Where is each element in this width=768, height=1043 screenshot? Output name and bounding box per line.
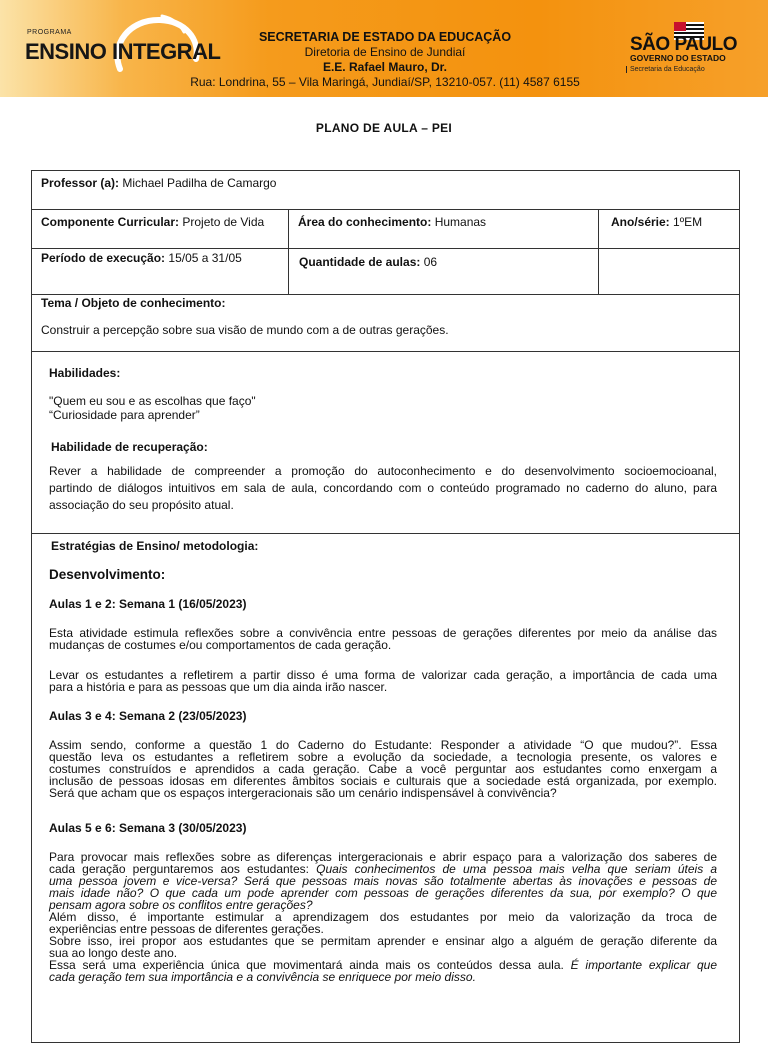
componente-cell bbox=[31, 209, 289, 249]
estrategias-label: Estratégias de Ensino/ metodologia: bbox=[51, 539, 259, 553]
aula3-paragraph: Assim sendo, conforme a questão 1 do Caderno do Estudante: Responder a atividade “O que mudou?”. Essa questão leva os estudantes a refletirem sobre a evolução da sociedade, a tecnologia presente, os valores e costumes construídos e aprendidos a cada geração. Cabe a você perguntar aos estudantes como enxergam a inclusão de pessoas idosas em diferentes âmbitos sociais e culturais que a sociedade está organizada, por exemplo. Será que acham que os espaços intergeracionais são um cenário indispensável à convivência? bbox=[49, 738, 717, 800]
estrategias-section bbox=[31, 533, 740, 1043]
professor-value: Michael Padilha de Camargo bbox=[122, 176, 277, 190]
directorate: Diretoria de Ensino de Jundiaí bbox=[304, 45, 466, 59]
gov-dept: Secretaria da Educação bbox=[626, 66, 705, 73]
aula1-paragraph-2: Levar os estudantes a refletirem a partir disso é uma forma de valorizar cada geração, a importância de cada uma para a história e para as pessoas que um dia ainda irão nascer. bbox=[49, 668, 717, 694]
header-text bbox=[160, 30, 610, 90]
header-banner bbox=[0, 0, 768, 97]
program-name: ENSINO INTEGRAL bbox=[25, 39, 221, 64]
habilidades-label: Habilidades: bbox=[49, 366, 121, 380]
tema-row bbox=[31, 294, 740, 352]
area-label: Área do conhecimento: bbox=[298, 215, 432, 229]
componente-label: Componente Curricular: bbox=[41, 215, 180, 229]
recuperacao-text: Rever a habilidade de compreender a promoção do autoconhecimento e do desenvolvimento socioemocioanal, partindo de diálogos intuitivos em sala de aula, concordando com o conteúdo programado no caderno do aluno, para associação do seu propósito atual. bbox=[49, 464, 717, 512]
periodo-value: 15/05 a 31/05 bbox=[168, 251, 242, 265]
quantidade-value: 06 bbox=[423, 255, 438, 269]
professor-row bbox=[31, 170, 740, 210]
sao-paulo-gov-logo bbox=[620, 24, 760, 84]
gov-sub: GOVERNO DO ESTADO bbox=[630, 53, 726, 63]
desenvolvimento-heading: Desenvolvimento: bbox=[49, 567, 166, 582]
ano-label: Ano/série: bbox=[611, 215, 670, 229]
habilidade-item: "Quem eu sou e as escolhas que faço" bbox=[49, 394, 256, 408]
empty-cell bbox=[598, 248, 740, 295]
tema-label: Tema / Objeto de conhecimento: bbox=[41, 296, 226, 310]
program-label: PROGRAMA bbox=[27, 29, 72, 36]
recuperacao-label: Habilidade de recuperação: bbox=[51, 440, 208, 454]
aula5-title: Aulas 5 e 6: Semana 3 (30/05/2023) bbox=[49, 821, 247, 835]
quantidade-label: Quantidade de aulas: bbox=[299, 255, 421, 269]
aula1-title: Aulas 1 e 2: Semana 1 (16/05/2023) bbox=[49, 597, 247, 611]
componente-value: Projeto de Vida bbox=[182, 215, 265, 229]
aula5-paragraph: Para provocar mais reflexões sobre as diferenças intergeracionais e abrir espaço para a valorização dos saberes de cada geração perguntaremos aos estudantes: Quais conhecimentos de uma pessoa mais velha que seriam úteis a uma pessoa jovem e vice-versa? Será que pessoas mais novas são totalmente abertas às inovações e pessoas de mais idade não? O que cada um pode aprender com pessoas de gerações diferentes da sua, por exemplo? O que pensam agora sobre os conflitos entre gerações? Além disso, é importante estimular a aprendizagem dos estudantes por meio da valorização da troca de experiências entre pessoas de diferentes gerações. Sobre isso, irei propor aos estudantes que se permitam aprender e ensinar algo a alguém de geração diferente da sua ao longo deste ano. Essa será uma experiência única que movimentará ainda mais os conteúdos dessa aula. É importante explicar que cada geração tem sua importância e a convivência se enriquece por meio disso. bbox=[49, 850, 718, 984]
document-title: PLANO DE AULA – PEI bbox=[315, 121, 453, 135]
periodo-label: Período de execução: bbox=[41, 251, 166, 265]
ano-value: 1ºEM bbox=[673, 215, 703, 229]
area-value: Humanas bbox=[434, 215, 487, 229]
tema-value: Construir a percepção sobre sua visão de mundo com a de outras gerações. bbox=[41, 323, 449, 337]
habilidades-section bbox=[31, 351, 740, 534]
quantidade-cell bbox=[288, 248, 599, 295]
habilidade-item: “Curiosidade para aprender” bbox=[49, 408, 200, 422]
aula1-paragraph-1: Esta atividade estimula reflexões sobre a convivência entre pessoas de gerações diferentes por meio da análise das mudanças de costumes e/ou comportamentos de cada geração. bbox=[49, 626, 717, 652]
aula3-title: Aulas 3 e 4: Semana 2 (23/05/2023) bbox=[49, 709, 247, 723]
school-address: Rua: Londrina, 55 – Vila Maringá, Jundiaí/SP, 13210-057. (11) 4587 6155 bbox=[190, 75, 580, 89]
gov-name: SÃO PAULO bbox=[630, 34, 738, 55]
periodo-cell bbox=[31, 248, 289, 295]
school-name: E.E. Rafael Mauro, Dr. bbox=[322, 60, 448, 74]
ano-cell bbox=[598, 209, 740, 249]
secretariat-title: SECRETARIA DE ESTADO DA EDUCAÇÃO bbox=[258, 30, 512, 44]
professor-label: Professor (a): bbox=[41, 176, 120, 190]
area-cell bbox=[288, 209, 599, 249]
